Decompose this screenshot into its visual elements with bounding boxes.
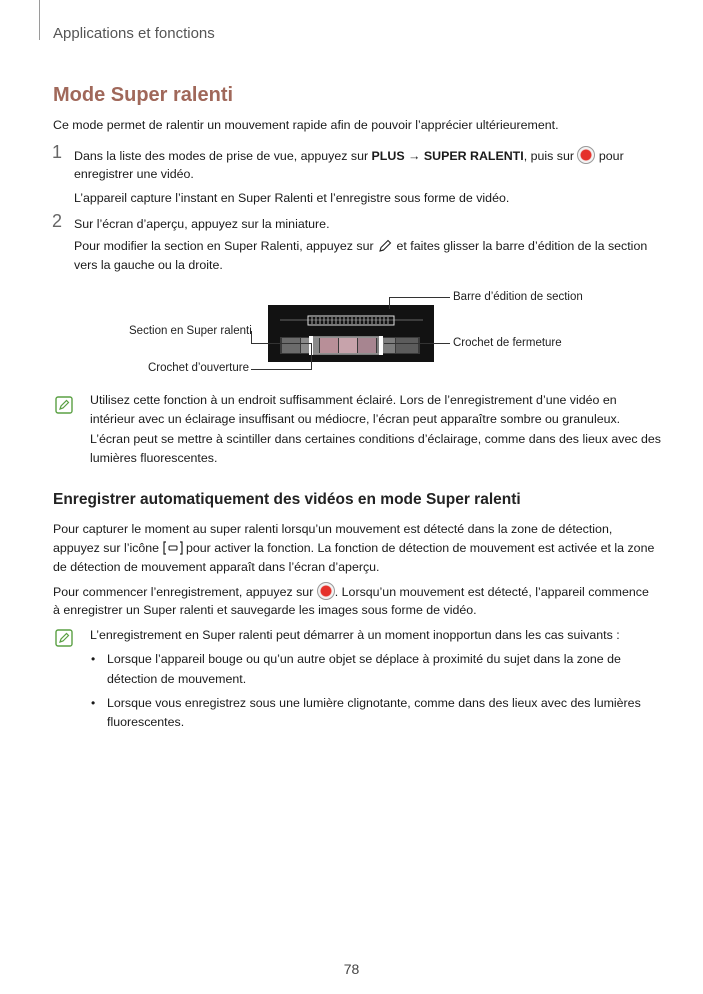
callout-line xyxy=(251,369,312,370)
bullet-marker: • xyxy=(91,652,96,666)
para-1-text: appuyez sur l’icône xyxy=(53,541,160,555)
step-2-number: 2 xyxy=(52,211,63,231)
edit-pencil-icon xyxy=(377,238,393,260)
para-1-line-1: Pour capturer le moment au super ralenti lorsqu’un mouvement est détecté dans la zone de détection, xyxy=(53,522,613,536)
para-1-text-cont: pour activer la fonction. La fonction de détection de mouvement est activée et la zone xyxy=(185,541,655,555)
label-slow-section: Section en Super ralenti xyxy=(129,325,252,337)
page-number: 78 xyxy=(343,961,360,977)
note-2-lead: L’enregistrement en Super ralenti peut démarrer à un moment inopportun dans les cas suivants : xyxy=(90,628,620,642)
step-2-line-1: Sur l’écran d’aperçu, appuyez sur la miniature. xyxy=(74,217,330,231)
note-pencil-icon xyxy=(55,629,73,647)
editor-illustration xyxy=(268,305,434,362)
page-title: Mode Super ralenti xyxy=(53,84,234,106)
note-1-line-4: lumières fluorescentes. xyxy=(90,451,218,465)
para-2-line-1 xyxy=(53,582,649,602)
step-1-text-cont: , puis sur xyxy=(523,149,574,163)
step-2-text-cont: et faites glisser la barre d’édition de la section xyxy=(396,239,648,253)
callout-line xyxy=(389,297,390,309)
note-2-bullet-1-line-1: Lorsque l’appareil bouge ou qu’un autre objet se déplace à proximité du sujet dans la zone de xyxy=(107,652,621,666)
step-1-line-2: enregistrer une vidéo. xyxy=(74,167,194,181)
label-section-edit-bar: Barre d’édition de section xyxy=(453,291,583,303)
para-2-line-2: à enregistrer un Super ralenti et sauvegarde les images sous forme de vidéo. xyxy=(53,603,477,617)
step-1-number: 1 xyxy=(52,142,63,162)
step-1-text-end: pour xyxy=(598,149,624,163)
callout-line xyxy=(251,343,311,344)
header-rule xyxy=(39,0,40,40)
note-1-line-1: Utilisez cette fonction à un endroit suffisamment éclairé. Lors de l’enregistrement d’une vidéo en xyxy=(90,393,617,407)
step-1-line-1 xyxy=(74,146,624,166)
bullet-marker: • xyxy=(91,696,96,710)
label-open-bracket: Crochet d’ouverture xyxy=(148,362,249,374)
intro-text: Ce mode permet de ralentir un mouvement rapide afin de pouvoir l’apprécier ultérieurement. xyxy=(53,118,559,132)
note-1-line-3: L’écran peut se mettre à scintiller dans certaines conditions d’éclairage, comme dans des lieux avec des xyxy=(90,432,661,446)
callout-line xyxy=(311,343,312,369)
step-2-line-3: vers la gauche ou la droite. xyxy=(74,258,223,272)
note-2-bullet-1-line-2: détection de mouvement. xyxy=(107,672,247,686)
label-close-bracket: Crochet de fermeture xyxy=(453,337,562,349)
step-1-menu-path: PLUS → SUPER RALENTI xyxy=(371,149,524,163)
record-button-icon xyxy=(317,582,335,600)
para-2-text-cont: . Lorsqu’un mouvement est détecté, l’appareil commence xyxy=(334,585,649,599)
step-1-result: L’appareil capture l’instant en Super Ralenti et l’enregistre sous forme de vidéo. xyxy=(74,191,510,205)
slow-motion-editor-figure xyxy=(268,305,434,362)
section-header: Applications et fonctions xyxy=(53,25,215,42)
record-button-icon xyxy=(577,146,595,164)
callout-line xyxy=(384,343,450,344)
step-2-text: Pour modifier la section en Super Ralenti, appuyez sur xyxy=(74,239,374,253)
step-1-text: Dans la liste des modes de prise de vue, appuyez sur xyxy=(74,149,372,163)
callout-line xyxy=(389,297,450,298)
para-1-line-3: de détection de mouvement apparaît dans l’écran d’aperçu. xyxy=(53,560,380,574)
note-2-bullet-2-line-1: Lorsque vous enregistrez sous une lumière clignotante, comme dans des lieux avec des lumières xyxy=(107,696,641,710)
para-2-text: Pour commencer l’enregistrement, appuyez sur xyxy=(53,585,314,599)
note-1-line-2: intérieur avec un éclairage insuffisant ou médiocre, l’écran peut apparaître sombre ou granuleux. xyxy=(90,412,621,426)
closing-bracket-handle[interactable] xyxy=(379,336,383,355)
note-2-bullet-2-line-2: fluorescentes. xyxy=(107,715,185,729)
subsection-title: Enregistrer automatiquement des vidéos en mode Super ralenti xyxy=(53,491,521,508)
note-pencil-icon xyxy=(55,396,73,414)
